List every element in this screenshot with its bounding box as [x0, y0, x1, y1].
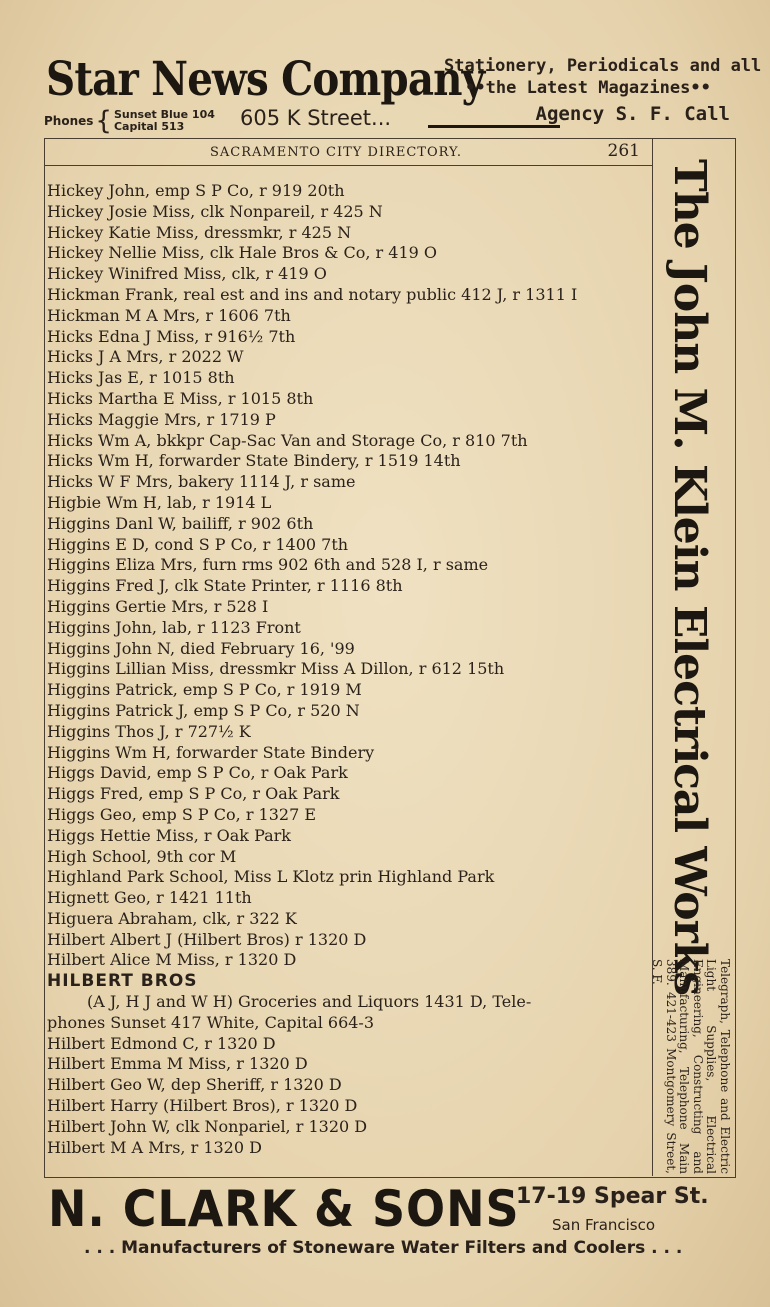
directory-entry: Hicks Jas E, r 1015 8th	[47, 368, 235, 388]
klein-title: The John M. Klein Electrical Works	[664, 159, 715, 996]
directory-entry: Hilbert Edmond C, r 1320 D	[47, 1033, 276, 1053]
clark-city: San Francisco	[552, 1216, 656, 1234]
directory-entry: Hicks Wm A, bkkpr Cap-Sac Van and Storage Co, r 810 7th	[47, 430, 528, 450]
brace-icon: {	[95, 106, 112, 136]
directory-entry: Higgins John N, died February 16, '99	[47, 638, 355, 658]
directory-entry: Higgins Danl W, bailiff, r 902 6th	[47, 513, 314, 533]
phones-label: Phones	[44, 114, 94, 128]
clark-address: 17-19 Spear St.	[516, 1184, 709, 1209]
phone-sunset: Sunset Blue 104	[113, 108, 215, 121]
directory-entry: Hignett Geo, r 1421 11th	[47, 888, 252, 908]
directory-entries	[47, 181, 649, 1158]
phone-capital: Capital 513	[113, 120, 185, 133]
clark-tagline: . . . Manufacturers of Stoneware Water Filters and Coolers . . .	[84, 1238, 683, 1258]
directory-entry: Hicks Maggie Mrs, r 1719 P	[47, 409, 276, 429]
directory-entry: Hickman M A Mrs, r 1606 7th	[47, 305, 291, 325]
decorative-rule	[428, 125, 560, 128]
directory-entry: Higgs David, emp S P Co, r Oak Park	[47, 763, 348, 783]
directory-entry: Hickey John, emp S P Co, r 919 20th	[47, 181, 345, 200]
clark-company-name: N. CLARK & SONS	[48, 1180, 520, 1238]
directory-entry: Higgins Lillian Miss, dressmkr Miss A Dillon, r 612 15th	[47, 659, 505, 679]
directory-entry: Higgins John, lab, r 1123 Front	[47, 617, 301, 637]
star-news-brand: Star News Company	[46, 52, 485, 107]
klein-electrical-advertisement	[650, 139, 733, 1175]
page-number: 261	[607, 141, 640, 161]
directory-entry: Hilbert Geo W, dep Sheriff, r 1320 D	[47, 1075, 342, 1095]
star-news-advertisement	[44, 50, 762, 136]
directory-entry: Hicks W F Mrs, bakery 1114 J, r same	[47, 472, 356, 492]
directory-title: SACRAMENTO CITY DIRECTORY.	[210, 145, 463, 160]
directory-entry: Higgins Gertie Mrs, r 528 I	[47, 596, 269, 616]
directory-entry: Hicks Edna J Miss, r 916½ 7th	[47, 326, 296, 346]
tagline-line-2: ••the Latest Magazines••	[465, 78, 711, 98]
running-head	[44, 139, 652, 166]
directory-entry: Hicks Wm H, forwarder State Bindery, r 1519 14th	[47, 451, 461, 471]
directory-entry: Higgins Eliza Mrs, furn rms 902 6th and 528 I, r same	[47, 555, 489, 575]
directory-entry: Higgins E D, cond S P Co, r 1400 7th	[47, 534, 349, 554]
directory-entry: Hilbert Albert J (Hilbert Bros) r 1320 D	[47, 929, 367, 949]
star-news-tagline	[444, 56, 762, 125]
directory-entry-heading: HILBERT BROS	[47, 971, 198, 992]
directory-entry: Hilbert M A Mrs, r 1320 D	[47, 1137, 262, 1157]
star-news-address: 605 K Street...	[240, 106, 392, 130]
directory-entry: Higbie Wm H, lab, r 1914 L	[47, 492, 272, 512]
directory-entry: Higgs Hettie Miss, r Oak Park	[47, 825, 291, 845]
directory-entry: Hilbert Alice M Miss, r 1320 D	[47, 950, 297, 970]
directory-entry: Hickey Winifred Miss, clk, r 419 O	[47, 264, 327, 284]
directory-entry: High School, 9th cor M	[47, 846, 237, 866]
clark-sons-advertisement	[44, 1178, 734, 1268]
directory-entry: Higgins Fred J, clk State Printer, r 1116 8th	[47, 576, 403, 596]
directory-entry: Hickey Nellie Miss, clk Hale Bros & Co, r 419 O	[47, 243, 437, 263]
directory-entry-continuation: (A J, H J and W H) Groceries and Liquors 1431 D, Tele-	[87, 992, 532, 1012]
phones-lines	[114, 109, 215, 133]
directory-entry: Hilbert Emma M Miss, r 1320 D	[47, 1054, 308, 1074]
directory-entry: Higgins Patrick J, emp S P Co, r 520 N	[47, 700, 360, 720]
directory-entry: Hickey Josie Miss, clk Nonpareil, r 425 N	[47, 201, 383, 221]
directory-entry: Higgs Fred, emp S P Co, r Oak Park	[47, 784, 340, 804]
tagline-line-1: Stationery, Periodicals and all	[444, 56, 762, 76]
directory-entry-continuation: phones Sunset 417 White, Capital 664-3	[47, 1012, 375, 1032]
star-news-phones	[44, 108, 215, 134]
klein-description: Telegraph, Telephone and Electric Light Supplies, Electrical Engineering, Constructing and Manufacturing, Telephone Main 389. 421-423 Montgomery Street, S. F.	[650, 959, 732, 1174]
tagline-line-3: Agency S. F. Call	[535, 103, 730, 125]
directory-entry: Higgins Patrick, emp S P Co, r 1919 M	[47, 680, 362, 700]
directory-entry: Higgins Thos J, r 727½ K	[47, 721, 251, 741]
directory-entry: Hickman Frank, real est and ins and notary public 412 J, r 1311 I	[47, 284, 578, 304]
directory-entry: Hicks J A Mrs, r 2022 W	[47, 347, 244, 367]
directory-entry: Hilbert Harry (Hilbert Bros), r 1320 D	[47, 1096, 358, 1116]
directory-entry: Higgins Wm H, forwarder State Bindery	[47, 742, 375, 762]
directory-entry: Higuera Abraham, clk, r 322 K	[47, 908, 297, 928]
directory-entry: Highland Park School, Miss L Klotz prin Highland Park	[47, 867, 495, 887]
directory-entry: Hickey Katie Miss, dressmkr, r 425 N	[47, 222, 352, 242]
directory-entry: Hilbert John W, clk Nonpariel, r 1320 D	[47, 1116, 368, 1136]
directory-entry: Hicks Martha E Miss, r 1015 8th	[47, 388, 314, 408]
directory-entry: Higgs Geo, emp S P Co, r 1327 E	[47, 804, 317, 824]
